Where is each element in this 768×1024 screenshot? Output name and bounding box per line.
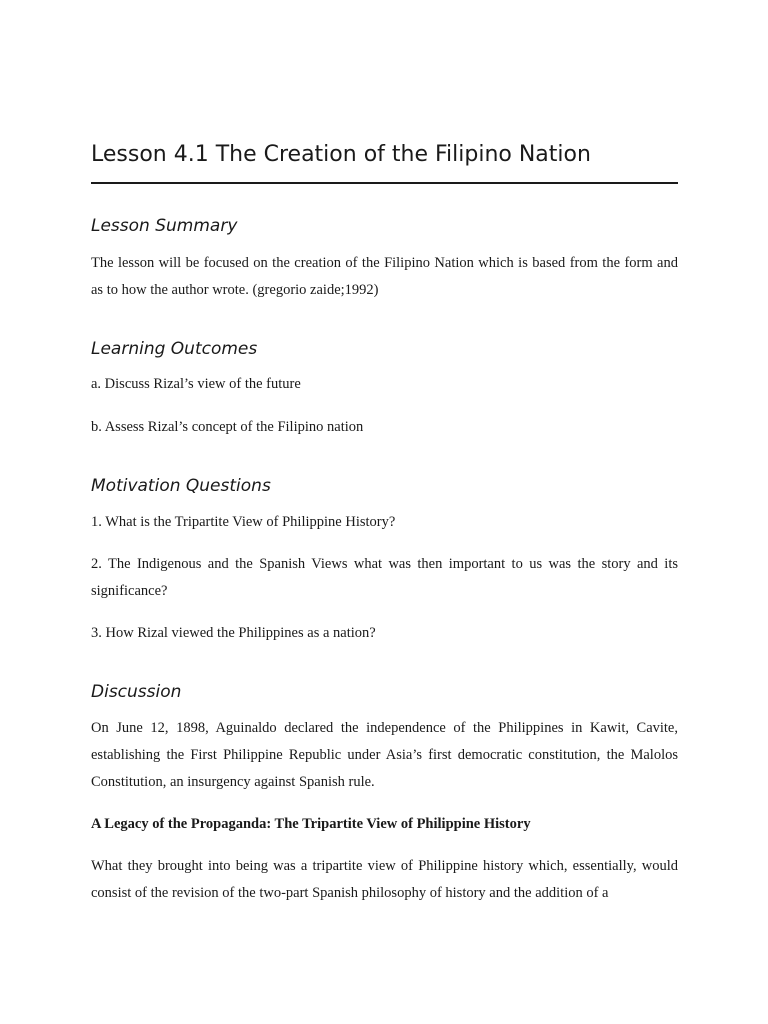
learning-outcome-item: b. Assess Rizal’s concept of the Filipino nation — [91, 419, 364, 435]
discussion-heading: Discussion — [91, 682, 182, 702]
discussion-paragraph: On June 12, 1898, Aguinaldo declared the independence of the Philippines in Kawit, Cavite, establishing the First Philippine Republic under Asia’s first democratic constitution, the Malolos Constitution, an insurgency against Spanish rule. — [91, 720, 678, 790]
discussion-paragraph: What they brought into being was a tripartite view of Philippine history which, essentially, would consist of the revision of the two-part Spanish philosophy of history and the addition of a — [91, 858, 678, 901]
title-divider — [91, 182, 678, 184]
motivation-question-item: 1. What is the Tripartite View of Philippine History? — [91, 514, 396, 530]
motivation-question-item: 2. The Indigenous and the Spanish Views what was then important to us was the story and its significance? — [91, 556, 678, 599]
lesson-title: Lesson 4.1 The Creation of the Filipino Nation — [91, 142, 591, 167]
lesson-summary-heading: Lesson Summary — [91, 216, 238, 236]
learning-outcome-item: a. Discuss Rizal’s view of the future — [91, 376, 301, 392]
learning-outcomes-heading: Learning Outcomes — [91, 339, 258, 359]
lesson-summary-text: The lesson will be focused on the creation of the Filipino Nation which is based from the form and as to how the author wrote. (gregorio zaide;1992) — [91, 255, 678, 298]
motivation-question-item: 3. How Rizal viewed the Philippines as a nation? — [91, 625, 376, 641]
discussion-subheading: A Legacy of the Propaganda: The Tripartite View of Philippine History — [91, 816, 531, 832]
motivation-questions-heading: Motivation Questions — [91, 476, 271, 496]
